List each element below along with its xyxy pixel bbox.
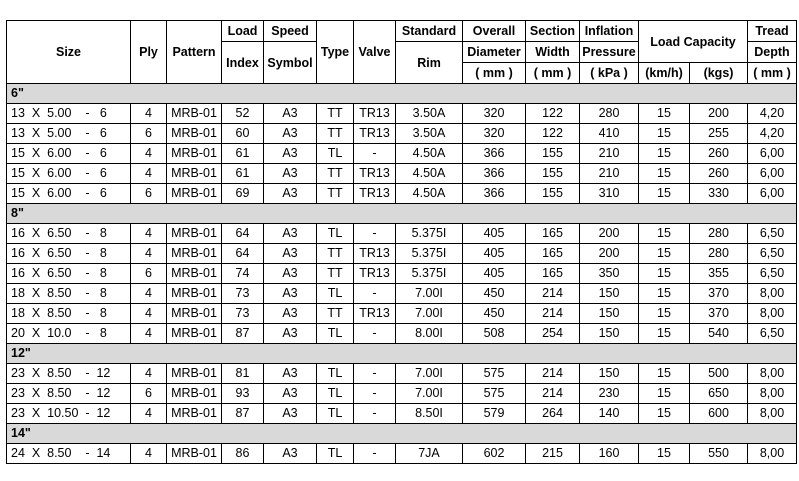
valve-cell: - [354, 144, 396, 164]
load-capacity-kgs-cell: 600 [690, 404, 748, 424]
valve-cell: - [354, 324, 396, 344]
tread-depth-cell: 6,50 [748, 264, 797, 284]
valve-cell: TR13 [354, 264, 396, 284]
header-inflation-pressure-line2: Pressure [580, 42, 639, 63]
load-capacity-speed-cell: 15 [639, 124, 690, 144]
section-width-cell: 165 [526, 264, 580, 284]
section-width-cell: 214 [526, 284, 580, 304]
speed-symbol-cell: A3 [264, 384, 317, 404]
pattern-cell: MRB-01 [167, 444, 222, 464]
speed-symbol-cell: A3 [264, 224, 317, 244]
section-width-cell: 214 [526, 364, 580, 384]
section-width-cell: 214 [526, 304, 580, 324]
load-index-cell: 86 [222, 444, 264, 464]
rim-diameter-section-label: 6" [7, 84, 797, 104]
size-cell: 23 X 8.50 - 12 [7, 384, 131, 404]
type-cell: TL [317, 284, 354, 304]
pattern-cell: MRB-01 [167, 324, 222, 344]
load-capacity-speed-cell: 15 [639, 164, 690, 184]
load-capacity-kgs-cell: 500 [690, 364, 748, 384]
load-capacity-kgs-cell: 280 [690, 244, 748, 264]
header-load-capacity-weight: (kgs) [690, 63, 748, 84]
type-cell: TT [317, 124, 354, 144]
ply-cell: 4 [131, 104, 167, 124]
valve-cell: - [354, 284, 396, 304]
pattern-cell: MRB-01 [167, 164, 222, 184]
tread-depth-cell: 6,00 [748, 144, 797, 164]
load-capacity-speed-cell: 15 [639, 384, 690, 404]
size-cell: 18 X 8.50 - 8 [7, 304, 131, 324]
type-cell: TT [317, 244, 354, 264]
ply-cell: 4 [131, 164, 167, 184]
ply-cell: 4 [131, 224, 167, 244]
load-index-cell: 69 [222, 184, 264, 204]
tread-depth-cell: 4,20 [748, 124, 797, 144]
inflation-pressure-cell: 150 [580, 304, 639, 324]
header-tread-depth-line2: Depth [748, 42, 797, 63]
header-valve: Valve [354, 21, 396, 84]
ply-cell: 4 [131, 324, 167, 344]
size-cell: 24 X 8.50 - 14 [7, 444, 131, 464]
overall-diameter-cell: 320 [463, 124, 526, 144]
header-standard-rim-line1: Standard [396, 21, 463, 42]
tread-depth-cell: 6,50 [748, 324, 797, 344]
rim-diameter-section-label: 8" [7, 204, 797, 224]
load-capacity-speed-cell: 15 [639, 364, 690, 384]
type-cell: TT [317, 264, 354, 284]
load-capacity-speed-cell: 15 [639, 284, 690, 304]
load-capacity-speed-cell: 15 [639, 444, 690, 464]
table-header [7, 21, 797, 84]
pattern-cell: MRB-01 [167, 364, 222, 384]
load-index-cell: 61 [222, 144, 264, 164]
rim-diameter-section-label: 12" [7, 344, 797, 364]
load-capacity-speed-cell: 15 [639, 404, 690, 424]
table-row [7, 224, 797, 244]
speed-symbol-cell: A3 [264, 144, 317, 164]
standard-rim-cell: 7JA [396, 444, 463, 464]
load-capacity-kgs-cell: 650 [690, 384, 748, 404]
load-index-cell: 60 [222, 124, 264, 144]
section-width-cell: 215 [526, 444, 580, 464]
standard-rim-cell: 7.00I [396, 364, 463, 384]
ply-cell: 6 [131, 184, 167, 204]
header-type: Type [317, 21, 354, 84]
load-capacity-speed-cell: 15 [639, 304, 690, 324]
standard-rim-cell: 3.50A [396, 104, 463, 124]
load-capacity-kgs-cell: 260 [690, 144, 748, 164]
tread-depth-cell: 6,50 [748, 224, 797, 244]
section-row [7, 344, 797, 364]
overall-diameter-cell: 508 [463, 324, 526, 344]
speed-symbol-cell: A3 [264, 404, 317, 424]
pattern-cell: MRB-01 [167, 244, 222, 264]
ply-cell: 4 [131, 404, 167, 424]
header-inflation-pressure-unit: ( kPa ) [580, 63, 639, 84]
pattern-cell: MRB-01 [167, 184, 222, 204]
speed-symbol-cell: A3 [264, 124, 317, 144]
valve-cell: TR13 [354, 104, 396, 124]
speed-symbol-cell: A3 [264, 284, 317, 304]
load-capacity-kgs-cell: 255 [690, 124, 748, 144]
size-cell: 15 X 6.00 - 6 [7, 184, 131, 204]
load-capacity-speed-cell: 15 [639, 184, 690, 204]
table-row [7, 164, 797, 184]
header-ply: Ply [131, 21, 167, 84]
load-capacity-kgs-cell: 540 [690, 324, 748, 344]
size-cell: 16 X 6.50 - 8 [7, 224, 131, 244]
header-tread-depth-unit: ( mm ) [748, 63, 797, 84]
section-width-cell: 165 [526, 244, 580, 264]
inflation-pressure-cell: 150 [580, 284, 639, 304]
tire-spec-table [6, 20, 797, 464]
inflation-pressure-cell: 210 [580, 144, 639, 164]
tread-depth-cell: 4,20 [748, 104, 797, 124]
section-width-cell: 165 [526, 224, 580, 244]
standard-rim-cell: 7.00I [396, 284, 463, 304]
overall-diameter-cell: 320 [463, 104, 526, 124]
tread-depth-cell: 8,00 [748, 444, 797, 464]
tread-depth-cell: 6,00 [748, 184, 797, 204]
speed-symbol-cell: A3 [264, 164, 317, 184]
valve-cell: TR13 [354, 124, 396, 144]
standard-rim-cell: 8.50I [396, 404, 463, 424]
standard-rim-cell: 5.375I [396, 244, 463, 264]
load-capacity-kgs-cell: 370 [690, 284, 748, 304]
section-width-cell: 254 [526, 324, 580, 344]
size-cell: 13 X 5.00 - 6 [7, 104, 131, 124]
type-cell: TT [317, 164, 354, 184]
speed-symbol-cell: A3 [264, 104, 317, 124]
valve-cell: - [354, 364, 396, 384]
overall-diameter-cell: 405 [463, 224, 526, 244]
tread-depth-cell: 8,00 [748, 384, 797, 404]
valve-cell: - [354, 444, 396, 464]
load-index-cell: 52 [222, 104, 264, 124]
type-cell: TL [317, 144, 354, 164]
load-capacity-kgs-cell: 355 [690, 264, 748, 284]
load-capacity-speed-cell: 15 [639, 144, 690, 164]
inflation-pressure-cell: 230 [580, 384, 639, 404]
standard-rim-cell: 4.50A [396, 184, 463, 204]
size-cell: 23 X 10.50 - 12 [7, 404, 131, 424]
header-pattern: Pattern [167, 21, 222, 84]
table-row [7, 404, 797, 424]
table-row [7, 324, 797, 344]
load-index-cell: 61 [222, 164, 264, 184]
ply-cell: 4 [131, 244, 167, 264]
standard-rim-cell: 5.375I [396, 264, 463, 284]
ply-cell: 4 [131, 304, 167, 324]
load-index-cell: 87 [222, 324, 264, 344]
overall-diameter-cell: 575 [463, 384, 526, 404]
overall-diameter-cell: 366 [463, 164, 526, 184]
overall-diameter-cell: 579 [463, 404, 526, 424]
pattern-cell: MRB-01 [167, 264, 222, 284]
size-cell: 18 X 8.50 - 8 [7, 284, 131, 304]
inflation-pressure-cell: 150 [580, 324, 639, 344]
section-row [7, 424, 797, 444]
load-index-cell: 81 [222, 364, 264, 384]
table-row [7, 144, 797, 164]
ply-cell: 6 [131, 264, 167, 284]
inflation-pressure-cell: 280 [580, 104, 639, 124]
section-width-cell: 214 [526, 384, 580, 404]
speed-symbol-cell: A3 [264, 444, 317, 464]
section-row [7, 204, 797, 224]
header-speed-symbol-line2: Symbol [264, 42, 317, 84]
table-body [7, 84, 797, 464]
tread-depth-cell: 8,00 [748, 404, 797, 424]
overall-diameter-cell: 366 [463, 144, 526, 164]
inflation-pressure-cell: 310 [580, 184, 639, 204]
pattern-cell: MRB-01 [167, 104, 222, 124]
load-capacity-speed-cell: 15 [639, 244, 690, 264]
speed-symbol-cell: A3 [264, 244, 317, 264]
tread-depth-cell: 8,00 [748, 364, 797, 384]
header-overall-diameter-unit: ( mm ) [463, 63, 526, 84]
load-capacity-kgs-cell: 260 [690, 164, 748, 184]
inflation-pressure-cell: 200 [580, 244, 639, 264]
size-cell: 20 X 10.0 - 8 [7, 324, 131, 344]
standard-rim-cell: 4.50A [396, 164, 463, 184]
pattern-cell: MRB-01 [167, 384, 222, 404]
load-capacity-kgs-cell: 280 [690, 224, 748, 244]
type-cell: TL [317, 224, 354, 244]
section-width-cell: 122 [526, 124, 580, 144]
size-cell: 13 X 5.00 - 6 [7, 124, 131, 144]
overall-diameter-cell: 405 [463, 244, 526, 264]
load-index-cell: 73 [222, 284, 264, 304]
section-width-cell: 264 [526, 404, 580, 424]
valve-cell: TR13 [354, 184, 396, 204]
table-row [7, 184, 797, 204]
load-index-cell: 74 [222, 264, 264, 284]
header-load-index-line2: Index [222, 42, 264, 84]
overall-diameter-cell: 405 [463, 264, 526, 284]
load-capacity-kgs-cell: 370 [690, 304, 748, 324]
inflation-pressure-cell: 160 [580, 444, 639, 464]
load-capacity-speed-cell: 15 [639, 264, 690, 284]
ply-cell: 4 [131, 444, 167, 464]
section-width-cell: 122 [526, 104, 580, 124]
tread-depth-cell: 8,00 [748, 304, 797, 324]
header-section-width-line2: Width [526, 42, 580, 63]
type-cell: TT [317, 184, 354, 204]
standard-rim-cell: 5.375I [396, 224, 463, 244]
valve-cell: TR13 [354, 304, 396, 324]
overall-diameter-cell: 602 [463, 444, 526, 464]
inflation-pressure-cell: 210 [580, 164, 639, 184]
speed-symbol-cell: A3 [264, 364, 317, 384]
header-size: Size [7, 21, 131, 84]
type-cell: TT [317, 104, 354, 124]
speed-symbol-cell: A3 [264, 324, 317, 344]
inflation-pressure-cell: 150 [580, 364, 639, 384]
tread-depth-cell: 6,00 [748, 164, 797, 184]
header-section-width-unit: ( mm ) [526, 63, 580, 84]
load-index-cell: 87 [222, 404, 264, 424]
pattern-cell: MRB-01 [167, 144, 222, 164]
header-section-width-line1: Section [526, 21, 580, 42]
type-cell: TL [317, 364, 354, 384]
pattern-cell: MRB-01 [167, 124, 222, 144]
pattern-cell: MRB-01 [167, 304, 222, 324]
header-tread-depth-line1: Tread [748, 21, 797, 42]
size-cell: 23 X 8.50 - 12 [7, 364, 131, 384]
inflation-pressure-cell: 350 [580, 264, 639, 284]
standard-rim-cell: 4.50A [396, 144, 463, 164]
pattern-cell: MRB-01 [167, 404, 222, 424]
header-inflation-pressure-line1: Inflation [580, 21, 639, 42]
speed-symbol-cell: A3 [264, 264, 317, 284]
load-capacity-kgs-cell: 200 [690, 104, 748, 124]
pattern-cell: MRB-01 [167, 284, 222, 304]
load-index-cell: 73 [222, 304, 264, 324]
size-cell: 16 X 6.50 - 8 [7, 264, 131, 284]
header-speed-symbol-line1: Speed [264, 21, 317, 42]
size-cell: 15 X 6.00 - 6 [7, 144, 131, 164]
header-load-capacity-speed: (km/h) [639, 63, 690, 84]
overall-diameter-cell: 450 [463, 304, 526, 324]
section-width-cell: 155 [526, 184, 580, 204]
inflation-pressure-cell: 140 [580, 404, 639, 424]
load-capacity-speed-cell: 15 [639, 224, 690, 244]
rim-diameter-section-label: 14" [7, 424, 797, 444]
standard-rim-cell: 3.50A [396, 124, 463, 144]
table-row [7, 384, 797, 404]
header-load-index-line1: Load [222, 21, 264, 42]
load-capacity-speed-cell: 15 [639, 324, 690, 344]
table-row [7, 104, 797, 124]
ply-cell: 4 [131, 284, 167, 304]
tread-depth-cell: 8,00 [748, 284, 797, 304]
header-standard-rim-line2: Rim [396, 42, 463, 84]
ply-cell: 6 [131, 124, 167, 144]
ply-cell: 6 [131, 384, 167, 404]
table-row [7, 284, 797, 304]
ply-cell: 4 [131, 364, 167, 384]
type-cell: TL [317, 384, 354, 404]
table-row [7, 304, 797, 324]
ply-cell: 4 [131, 144, 167, 164]
type-cell: TL [317, 444, 354, 464]
table-row [7, 444, 797, 464]
valve-cell: - [354, 404, 396, 424]
header-overall-diameter-line1: Overall [463, 21, 526, 42]
overall-diameter-cell: 366 [463, 184, 526, 204]
section-width-cell: 155 [526, 144, 580, 164]
load-index-cell: 93 [222, 384, 264, 404]
valve-cell: TR13 [354, 244, 396, 264]
load-capacity-speed-cell: 15 [639, 104, 690, 124]
load-index-cell: 64 [222, 244, 264, 264]
speed-symbol-cell: A3 [264, 184, 317, 204]
standard-rim-cell: 7.00I [396, 304, 463, 324]
load-capacity-kgs-cell: 550 [690, 444, 748, 464]
inflation-pressure-cell: 200 [580, 224, 639, 244]
section-width-cell: 155 [526, 164, 580, 184]
valve-cell: - [354, 384, 396, 404]
size-cell: 16 X 6.50 - 8 [7, 244, 131, 264]
table-row [7, 264, 797, 284]
speed-symbol-cell: A3 [264, 304, 317, 324]
type-cell: TL [317, 404, 354, 424]
header-overall-diameter-line2: Diameter [463, 42, 526, 63]
table-row [7, 364, 797, 384]
overall-diameter-cell: 575 [463, 364, 526, 384]
section-row [7, 84, 797, 104]
type-cell: TL [317, 324, 354, 344]
header-load-capacity: Load Capacity [639, 21, 748, 63]
overall-diameter-cell: 450 [463, 284, 526, 304]
inflation-pressure-cell: 410 [580, 124, 639, 144]
valve-cell: - [354, 224, 396, 244]
standard-rim-cell: 7.00I [396, 384, 463, 404]
load-index-cell: 64 [222, 224, 264, 244]
standard-rim-cell: 8.00I [396, 324, 463, 344]
valve-cell: TR13 [354, 164, 396, 184]
tread-depth-cell: 6,50 [748, 244, 797, 264]
table-row [7, 244, 797, 264]
table-row [7, 124, 797, 144]
type-cell: TT [317, 304, 354, 324]
load-capacity-kgs-cell: 330 [690, 184, 748, 204]
pattern-cell: MRB-01 [167, 224, 222, 244]
size-cell: 15 X 6.00 - 6 [7, 164, 131, 184]
